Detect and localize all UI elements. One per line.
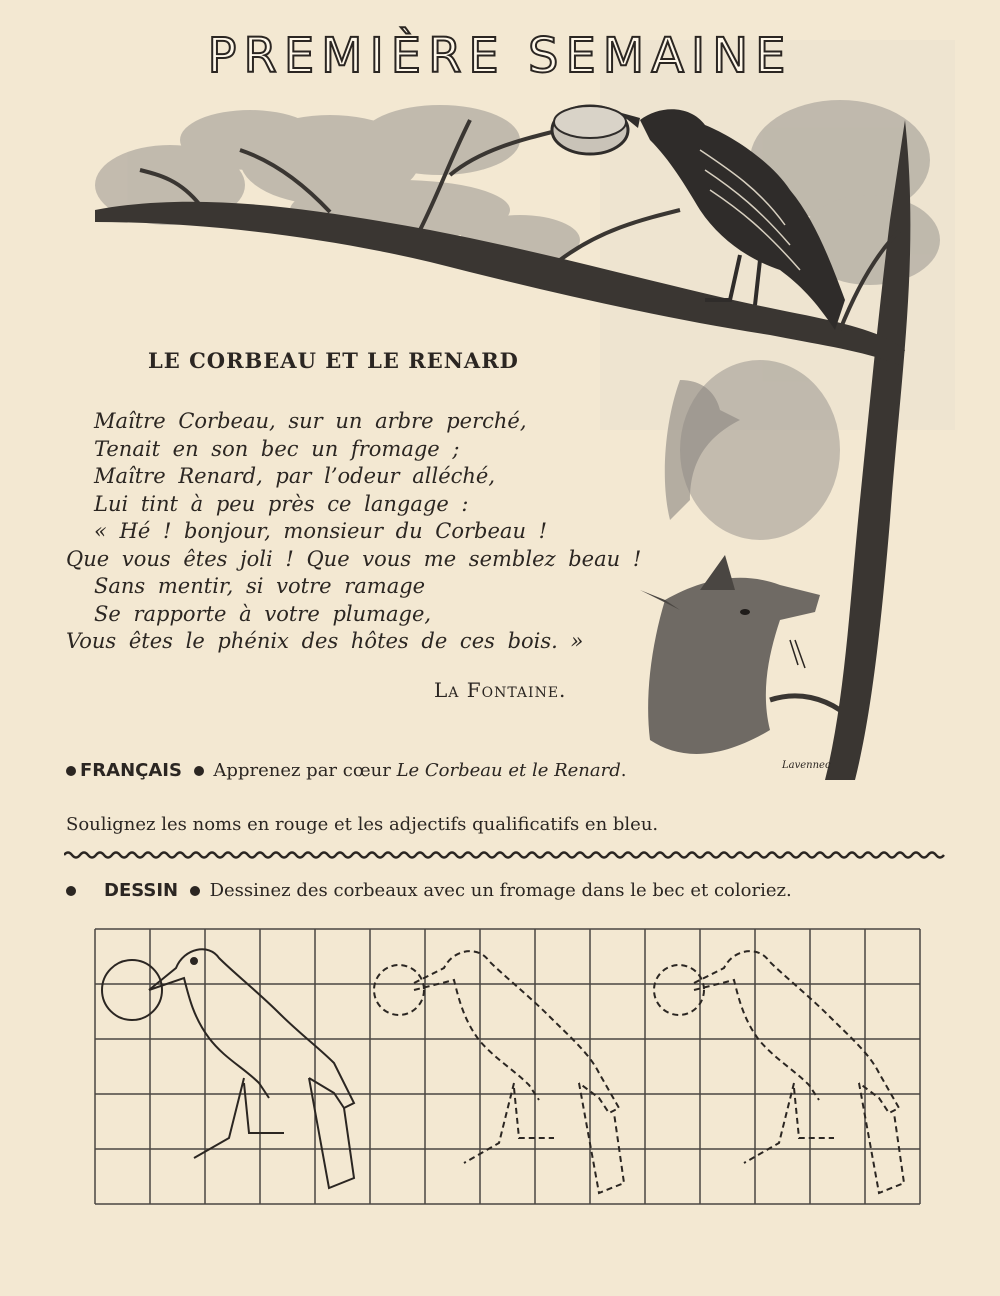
poem-line: Lui tint à peu près ce langage :	[94, 491, 469, 516]
exercise-work-title: Le Corbeau et le Renard	[396, 760, 621, 781]
exercise-francais-instruction: Soulignez les noms en rouge et les adjectifs qualificatifs en bleu.	[66, 814, 659, 835]
exercise-heading: DESSIN	[104, 880, 179, 901]
crow-drawing-dashed	[374, 951, 624, 1193]
exercise-text-end: .	[620, 760, 627, 781]
exercise-francais	[66, 758, 646, 784]
poem-line: Tenait en son bec un fromage ;	[94, 436, 460, 461]
poem-line: Vous êtes le phénix des hôtes de ces bois. »	[66, 629, 584, 653]
poem-author: La Fontaine.	[434, 678, 567, 702]
poem-line: Maître Renard, par l’odeur alléché,	[94, 464, 496, 488]
exercise-heading: FRANÇAIS	[80, 760, 182, 781]
crow-drawing-dashed	[654, 951, 904, 1193]
bullet-icon	[190, 886, 200, 896]
illustrator-signature: Lavennec	[782, 760, 831, 771]
drawing-grid	[94, 928, 924, 1208]
poem-line: Se rapporte à votre plumage,	[94, 601, 432, 626]
page-title: PREMIÈRE SEMAINE	[207, 28, 793, 84]
bullet-icon	[194, 766, 204, 776]
poem-title: LE CORBEAU ET LE RENARD	[148, 348, 519, 373]
poem-line: Maître Corbeau, sur un arbre perché,	[94, 409, 527, 433]
exercise-text: Dessinez des corbeaux avec un fromage dans le bec et coloriez.	[209, 880, 792, 901]
exercise-dessin	[66, 878, 926, 904]
poem-body	[60, 408, 640, 656]
poem-line: Que vous êtes joli ! Que vous me semblez beau !	[66, 546, 642, 571]
wavy-divider	[64, 848, 948, 862]
poem-line: Sans mentir, si votre ramage	[94, 574, 426, 598]
bullet-icon	[66, 766, 76, 776]
crow-drawing-solid	[102, 949, 354, 1188]
poem-line: « Hé ! bonjour, monsieur du Corbeau !	[94, 519, 548, 543]
bullet-icon	[66, 886, 76, 896]
exercise-text: Apprenez par cœur	[213, 760, 391, 781]
